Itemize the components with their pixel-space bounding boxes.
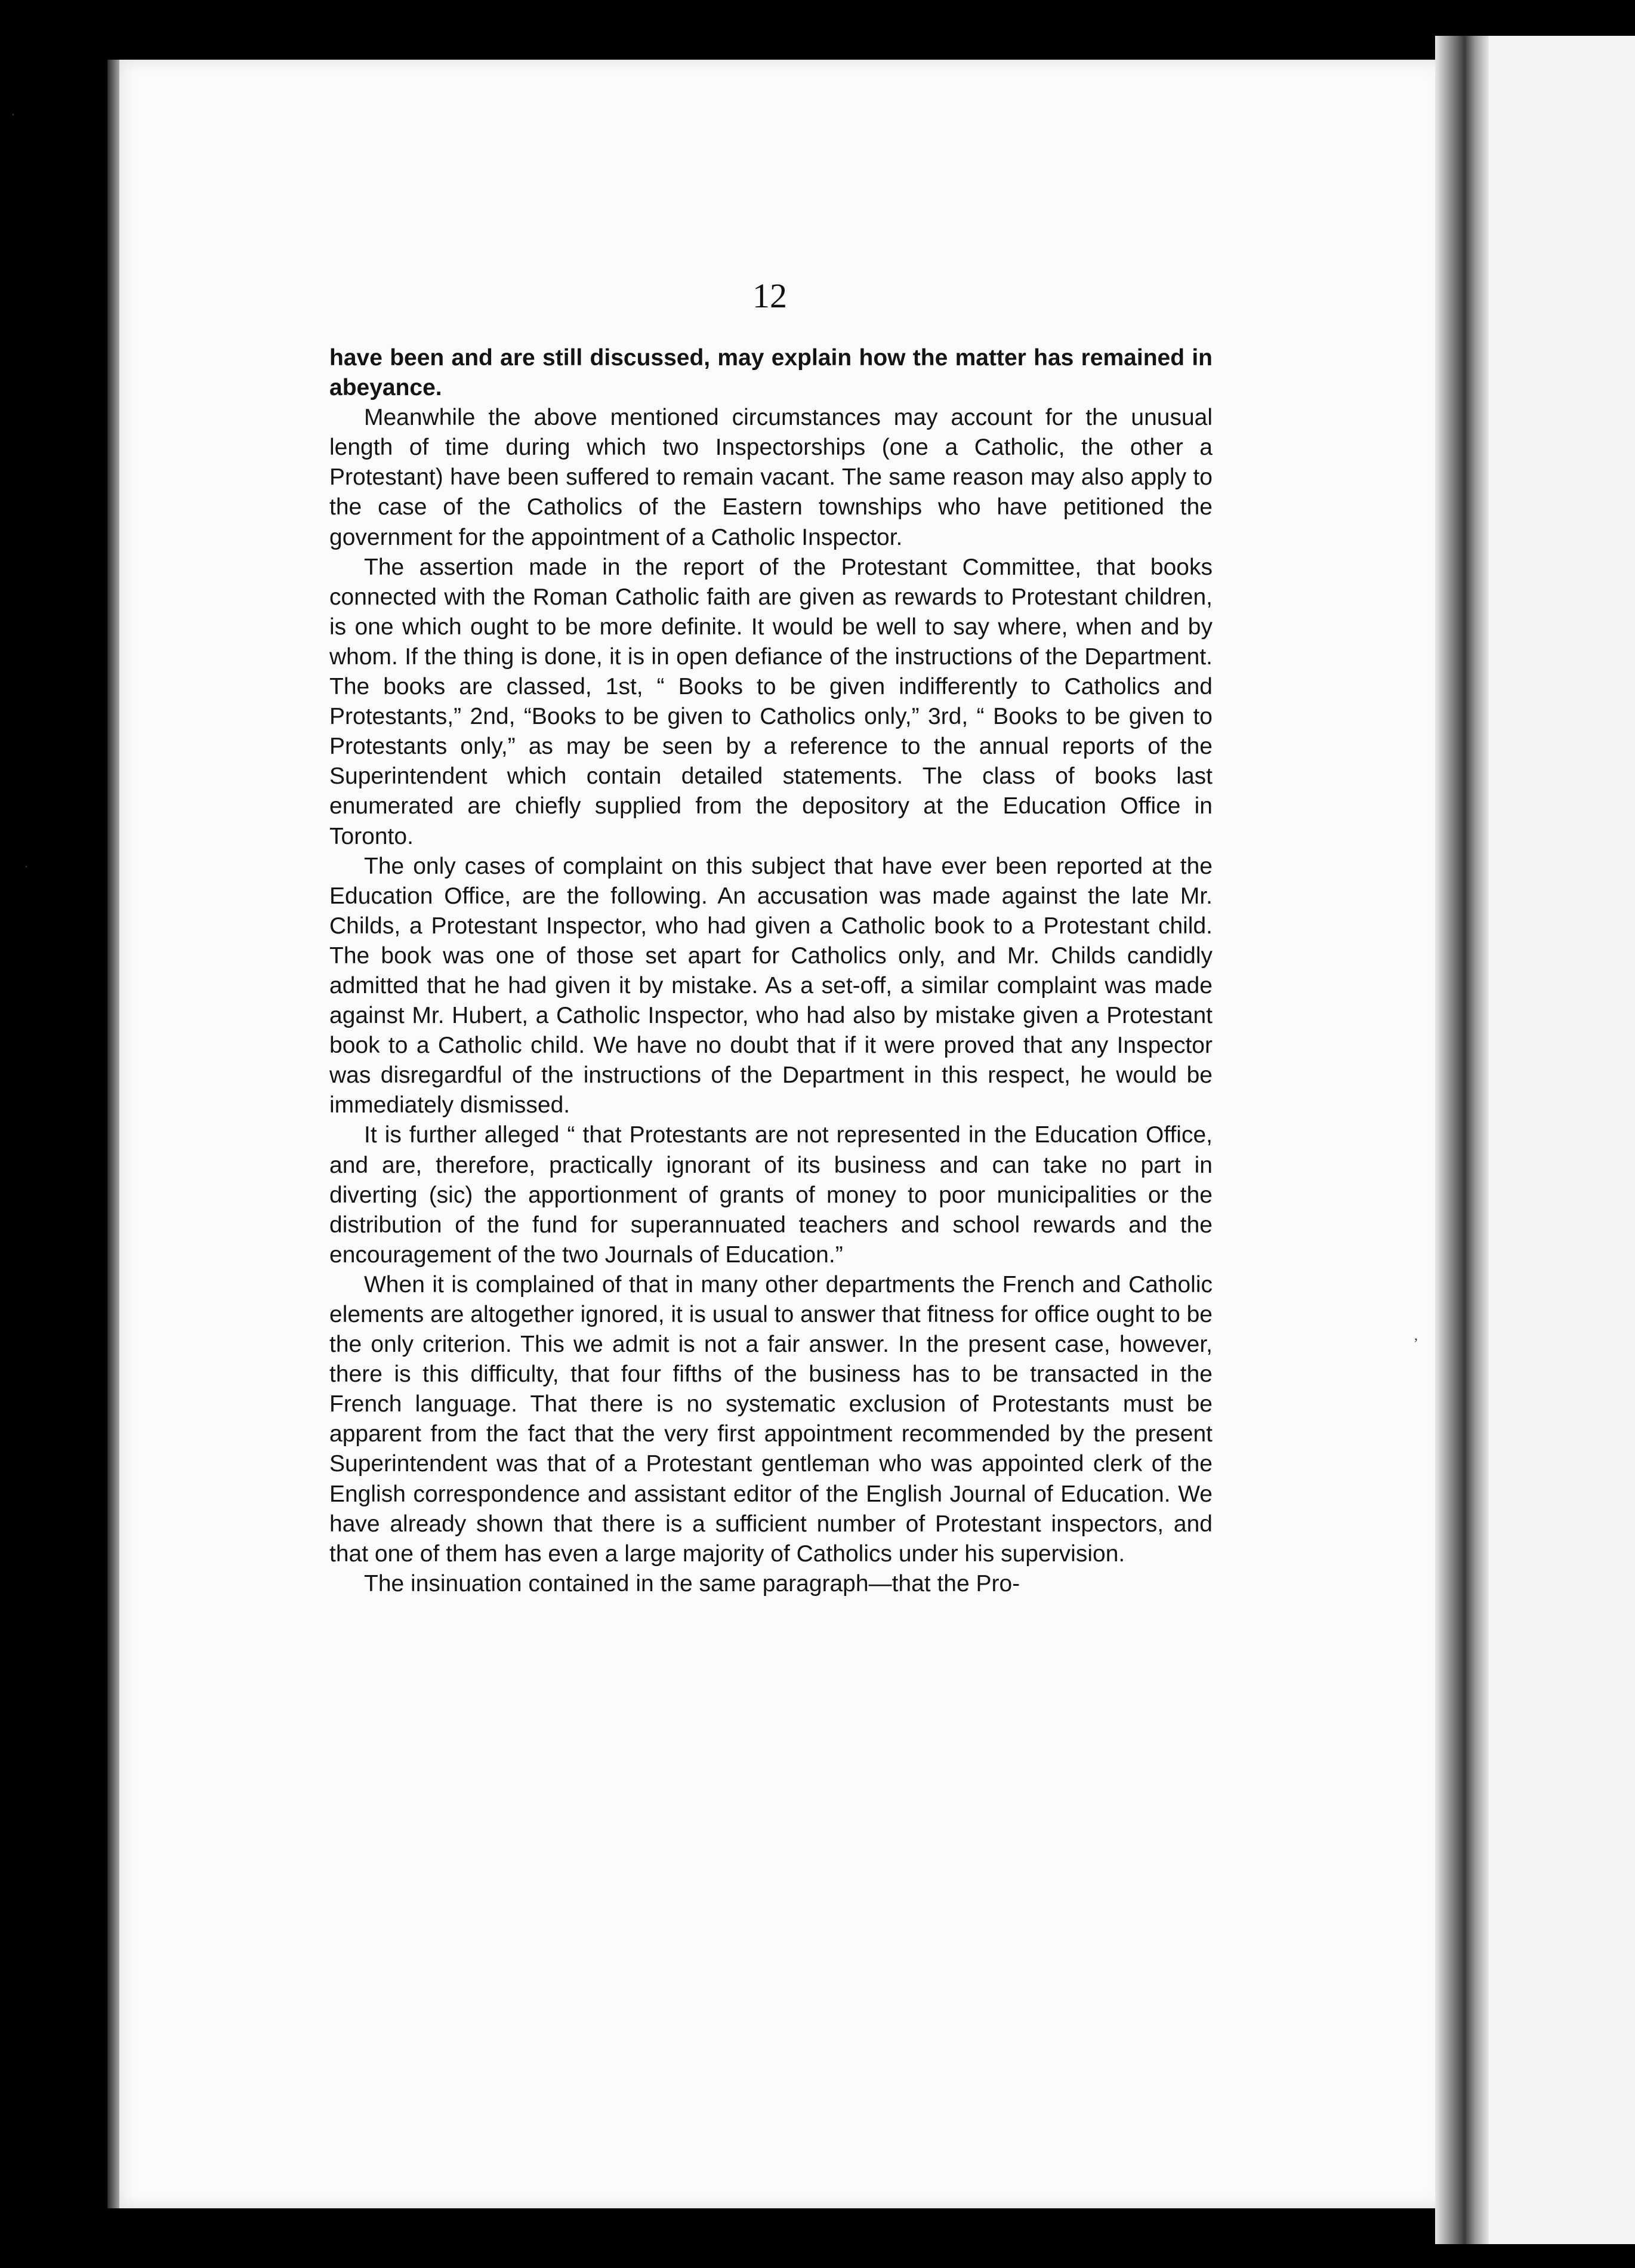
paragraph-5: It is further alleged “ that Protestants are not represented in the Education Office, and are, therefore, practically ignorant of its business and can take no part in diverting (sic) the apportionment of grants of money to poor municipalities or the distribution of the fund for superannuated teachers and school rewards and the encouragement of the two Journals of Education.”	[329, 1122, 1213, 1268]
paragraph-4: The only cases of complaint on this subject that have ever been reported at the Education Office, are the following. An accusation was made against the late Mr. Childs, a Protestant Inspector, who had given a Catholic book to a Protestant child. The book was one of those set apart for Catholics only, and Mr. Childs candidly admitted that he had given it by mistake. As a set-off, a similar complaint was made against Mr. Hubert, a Catholic Inspector, who had also by mistake given a Protestant book to a Catholic child. We have no doubt that if it were proved that any Inspector was disregardful of the instructions of the Department in this respect, he would be immediately dismissed.	[329, 853, 1213, 1118]
paragraph-3: The assertion made in the report of the Protestant Committee, that books connected with the Roman Catholic faith are given as rewards to Protestant children, is one which ought to be more definite. It would be well to say where, when and by whom. If the thing is done, it is in open defiance of the instructions of the Department. The books are classed, 1st, “ Books to be given indifferently to Catholics and Protestants,” 2nd, “Books to be given to Catholics only,” 3rd, “ Books to be given to Protestants only,” as may be seen by a reference to the annual reports of the Superintendent which contain detailed statements. The class of books last enumerated are chiefly supplied from the depository at the Education Office in Toronto.	[329, 554, 1213, 849]
scan-speck: ·	[11, 107, 16, 123]
body-text	[329, 343, 1213, 1599]
scan-speck: ,	[1414, 1328, 1418, 1343]
paragraph-1: have been and are still discussed, may explain how the matter has remained in abeyance.	[329, 345, 1213, 401]
page-number: 12	[752, 276, 787, 315]
book-gutter	[1435, 36, 1489, 2244]
paragraph-2: Meanwhile the above mentioned circumstances may account for the unusual length of time during which two Inspectorships (one a Catholic, the other a Protestant) have been suffered to remain vacant. The same reason may also apply to the case of the Catholics of the Eastern townships who have petitioned the government for the appointment of a Catholic Inspector.	[329, 405, 1213, 550]
scan-speck: ·	[24, 859, 29, 875]
paragraph-6: When it is complained of that in many other departments the French and Catholic elements are altogether ignored, it is usual to answer that fitness for office ought to be the only criterion. This we admit is not a fair answer. In the present case, however, there is this difficulty, that four fifths of the business has to be transacted in the French language. That there is no systematic exclusion of Protestants must be apparent from the fact that the very first appointment recommended by the present Superintendent was that of a Protestant gentleman who was appointed clerk of the English correspondence and assistant editor of the English Journal of Education. We have already shown that there is a sufficient number of Protestant inspectors, and that one of them has even a large majority of Catholics under his supervision.	[329, 1271, 1213, 1567]
paragraph-7: The insinuation contained in the same paragraph—that the Pro-	[364, 1570, 1020, 1597]
